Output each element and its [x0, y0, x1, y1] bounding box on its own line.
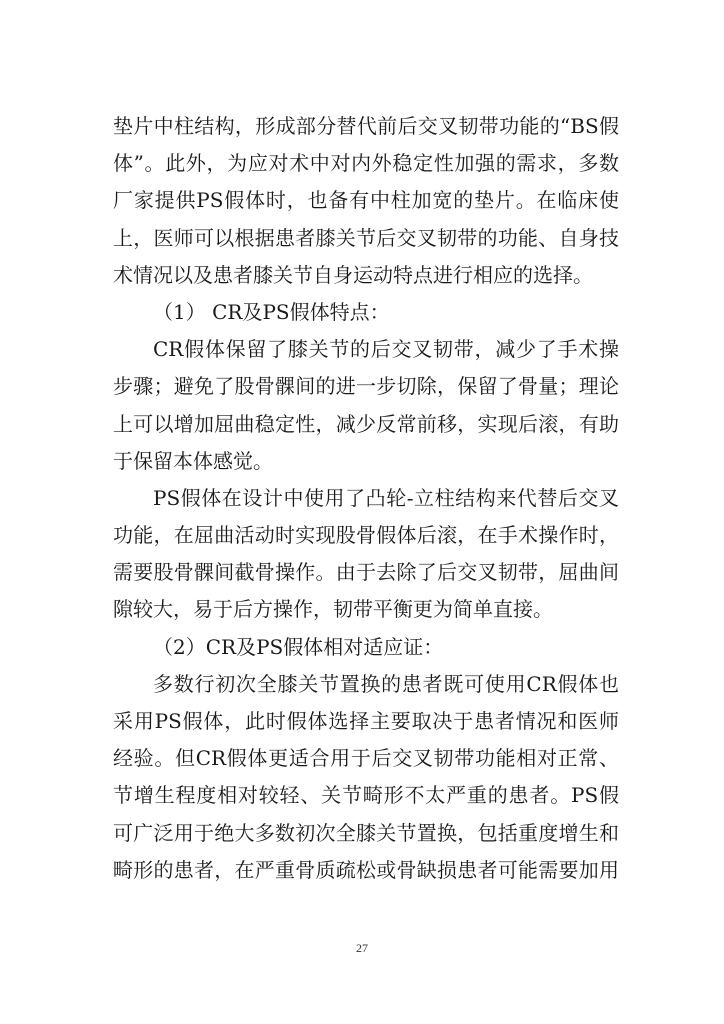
text-line: 术情况以及患者膝关节自身运动特点进行相应的选择。: [113, 262, 593, 287]
text-line: CR假体保留了膝关节的后交叉韧带，减少了手术操: [153, 337, 619, 362]
text-line: 体”。此外，为应对术中对内外稳定性加强的需求，多数: [113, 151, 619, 176]
text-line: 畸形的患者，在严重骨质疏松或骨缺损患者可能需要加用: [113, 857, 619, 882]
page-number: 27: [356, 941, 368, 955]
text-line: 隙较大，易于后方操作，韧带平衡更为简单直接。: [113, 597, 553, 622]
text-line: 功能，在屈曲活动时实现股骨假体后滚，在手术操作时，: [113, 523, 619, 548]
text-line: 多数行初次全膝关节置换的患者既可使用CR假体也: [153, 671, 619, 696]
text-line: 经验。但CR假体更适合用于后交叉韧带功能相对正常、: [113, 746, 619, 771]
text-line: 可广泛用于绝大多数初次全膝关节置换，包括重度增生和: [113, 820, 619, 845]
text-line: 于保留本体感觉。: [113, 448, 273, 473]
text-line: 垫片中柱结构，形成部分替代前后交叉韧带功能的“BS假: [113, 114, 619, 138]
text-line: 上可以增加屈曲稳定性，减少反常前移，实现后滚，有助: [113, 411, 619, 436]
text-line: 步骤；避免了股骨髁间的进一步切除，保留了骨量；理论: [113, 374, 619, 399]
section-heading-1: （1） CR及PS假体特点：: [153, 299, 390, 324]
body-text: [113, 108, 619, 889]
text-line: 厂家提供PS假体时，也备有中柱加宽的垫片。在临床使: [113, 188, 619, 213]
text-line: 采用PS假体，此时假体选择主要取决于患者情况和医师: [113, 709, 619, 733]
section-heading-2: （2）CR及PS假体相对适应证：: [153, 634, 444, 659]
text-line: 需要股骨髁间截骨操作。由于去除了后交叉韧带，屈曲间: [113, 560, 619, 585]
text-line: PS假体在设计中使用了凸轮-立柱结构来代替后交叉: [153, 485, 619, 510]
text-line: 上，医师可以根据患者膝关节后交叉韧带的功能、自身技: [113, 225, 619, 250]
text-line: 节增生程度相对较轻、关节畸形不太严重的患者。PS假: [113, 783, 619, 808]
